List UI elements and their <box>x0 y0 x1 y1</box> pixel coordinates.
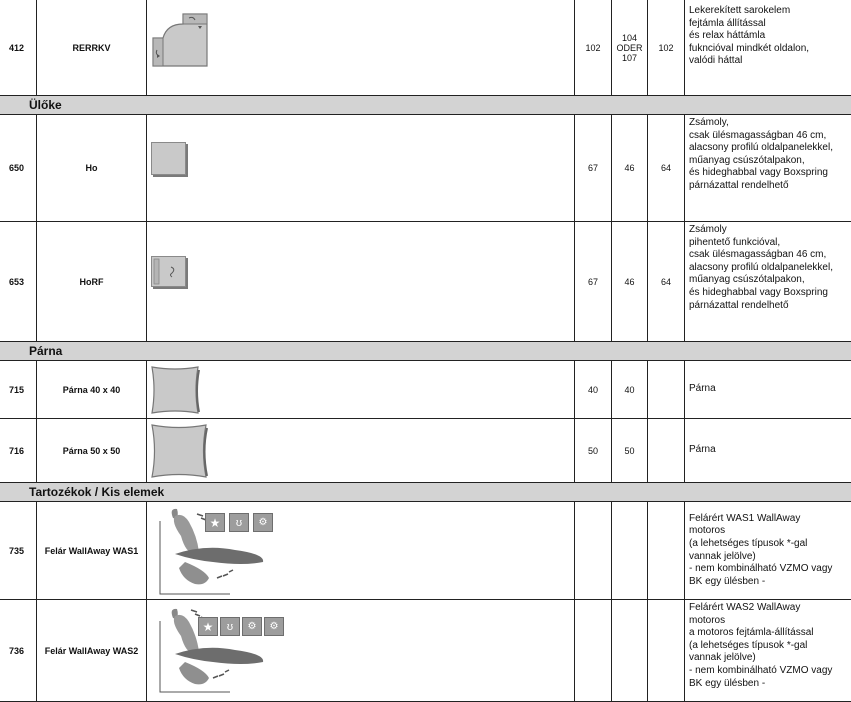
dimension-width: 102 <box>575 0 612 95</box>
dimension-width: 67 <box>575 222 612 341</box>
item-name: Ho <box>37 115 147 221</box>
item-code: 736 <box>0 600 37 702</box>
ottoman-thumbnail <box>151 142 186 175</box>
dimension-width <box>575 600 612 702</box>
star-feature-icon: ★ <box>198 617 218 636</box>
item-image-cell <box>147 600 575 702</box>
motor-feature-icon: ⚙ <box>242 617 262 636</box>
dimension-depth <box>612 502 648 599</box>
headrest-motor-feature-icon: ⚙ <box>264 617 284 636</box>
section-header-cushion: Párna <box>0 342 851 360</box>
item-code: 653 <box>0 222 37 341</box>
star-feature-icon: ★ <box>205 513 225 532</box>
dimension-width: 50 <box>575 419 612 482</box>
table-row-653 <box>0 222 851 341</box>
table-row-412 <box>0 0 851 95</box>
item-code: 412 <box>0 0 37 95</box>
item-description: Párna <box>689 444 716 456</box>
dimension-depth <box>612 600 648 702</box>
item-code: 650 <box>0 115 37 221</box>
item-image-cell <box>147 0 575 95</box>
item-description: Zsámoly, csak ülésmagasságban 46 cm, alacsony profilú oldalpanelekkel, műanyag csúszótalpakon, és hideghabbal vagy Boxspring párnázattal rendelhető <box>689 117 833 191</box>
dimension-height: 64 <box>648 222 685 341</box>
item-image-cell <box>147 502 575 599</box>
item-name: HoRF <box>37 222 147 341</box>
item-code: 715 <box>0 361 37 418</box>
ottoman-relax-thumbnail <box>151 256 186 287</box>
corner-sofa-icon <box>149 10 209 70</box>
item-name: RERRKV <box>37 0 147 95</box>
table-row-736 <box>0 600 851 702</box>
relax-feature-icon: ʊ <box>229 513 249 532</box>
item-image-cell <box>147 419 575 482</box>
dimension-height: 102 <box>648 0 685 95</box>
section-header-accessories: Tartozékok / Kis elemek <box>0 483 851 501</box>
relax-function-icon <box>152 257 185 286</box>
item-description: Felárért WAS2 WallAway motoros a motoros fejtámla-állítással (a lehetséges típusok *-gal vannak jelölve) - nem kombinálható VZMO vagy BK egy ülésben - <box>689 602 833 689</box>
dimension-depth: 50 <box>612 419 648 482</box>
dimension-height <box>648 419 685 482</box>
item-name: Felár WallAway WAS1 <box>37 502 147 599</box>
item-description: Zsámoly pihentető funkcióval, csak ülésmagasságban 46 cm, alacsony profilú oldalpanelekkel, műanyag csúszótalpakon, és hideghabbal vagy Boxspring párnázattal rendelhető <box>689 224 833 311</box>
table-row-715 <box>0 361 851 418</box>
item-image-cell <box>147 361 575 418</box>
item-code: 716 <box>0 419 37 482</box>
dimension-width: 67 <box>575 115 612 221</box>
item-image-cell <box>147 115 575 221</box>
dimension-depth: 46 <box>612 222 648 341</box>
item-name: Felár WallAway WAS2 <box>37 600 147 702</box>
item-description: Felárért WAS1 WallAway motoros (a lehetséges típusok *-gal vannak jelölve) - nem kombinálható VZMO vagy BK egy ülésben - <box>689 512 833 587</box>
dimension-height <box>648 502 685 599</box>
item-description: Lekerekített sarokelem fejtámla állítással és relax háttámla fukncióval mindkét oldalon, valódi háttal <box>689 5 810 67</box>
dimension-height: 64 <box>648 115 685 221</box>
section-header-seats: Ülőke <box>0 96 851 114</box>
dimension-depth: 40 <box>612 361 648 418</box>
dimension-depth: 46 <box>612 115 648 221</box>
dimension-width: 40 <box>575 361 612 418</box>
item-description: Párna <box>689 383 716 395</box>
table-row-735 <box>0 502 851 599</box>
item-name: Párna 40 x 40 <box>37 361 147 418</box>
motor-feature-icon: ⚙ <box>253 513 273 532</box>
pillow-icon <box>149 422 209 480</box>
table-row-716 <box>0 419 851 482</box>
dimension-depth: 104 ODER 107 <box>612 0 648 95</box>
item-image-cell <box>147 222 575 341</box>
relax-feature-icon: ʊ <box>220 617 240 636</box>
dimension-width <box>575 502 612 599</box>
dimension-height <box>648 361 685 418</box>
item-name: Párna 50 x 50 <box>37 419 147 482</box>
item-code: 735 <box>0 502 37 599</box>
pillow-icon <box>149 364 201 416</box>
table-row-650 <box>0 115 851 221</box>
dimension-height <box>648 600 685 702</box>
